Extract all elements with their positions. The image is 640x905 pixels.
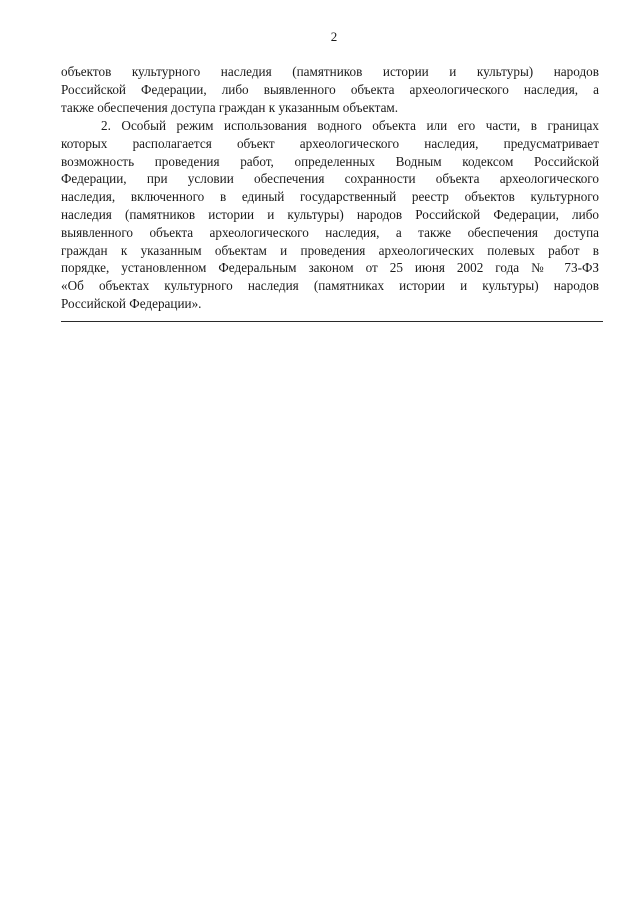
text-line: «Об объектах культурного наследия (памятниках истории и культуры) народов xyxy=(61,278,599,294)
end-of-text-rule xyxy=(61,321,603,322)
text-line: порядке, установленном Федеральным законом от 25 июня 2002 года № 73-ФЗ xyxy=(61,260,599,276)
text-line: объектов культурного наследия (памятников истории и культуры) народов xyxy=(61,64,599,79)
text-line: наследия (памятников истории и культуры) народов Российской Федерации, либо xyxy=(61,206,599,222)
paragraph-item-2 xyxy=(61,117,599,313)
text-line: Российской Федерации». xyxy=(61,295,202,311)
text-line: выявленного объекта археологического наследия, а также обеспечения доступа xyxy=(61,224,599,240)
text-line: также обеспечения доступа граждан к указанным объектам. xyxy=(61,99,399,115)
text-line: Российской Федерации, либо выявленного объекта археологического наследия, а xyxy=(61,81,599,97)
text-line: Федерации, при условии обеспечения сохранности объекта археологического xyxy=(61,171,599,187)
text-line: 2. Особый режим использования водного объекта или его части, в границах xyxy=(101,118,599,133)
text-line: наследия, включенного в единый государственный реестр объектов культурного xyxy=(61,189,599,205)
paragraph-continuation xyxy=(61,63,599,116)
text-line: которых располагается объект археологического наследия, предусматривает xyxy=(61,135,599,151)
text-line: возможность проведения работ, определенных Водным кодексом Российской xyxy=(61,153,599,169)
page-number: 2 xyxy=(330,29,338,44)
text-line: граждан к указанным объектам и проведения археологических полевых работ в xyxy=(61,242,599,258)
